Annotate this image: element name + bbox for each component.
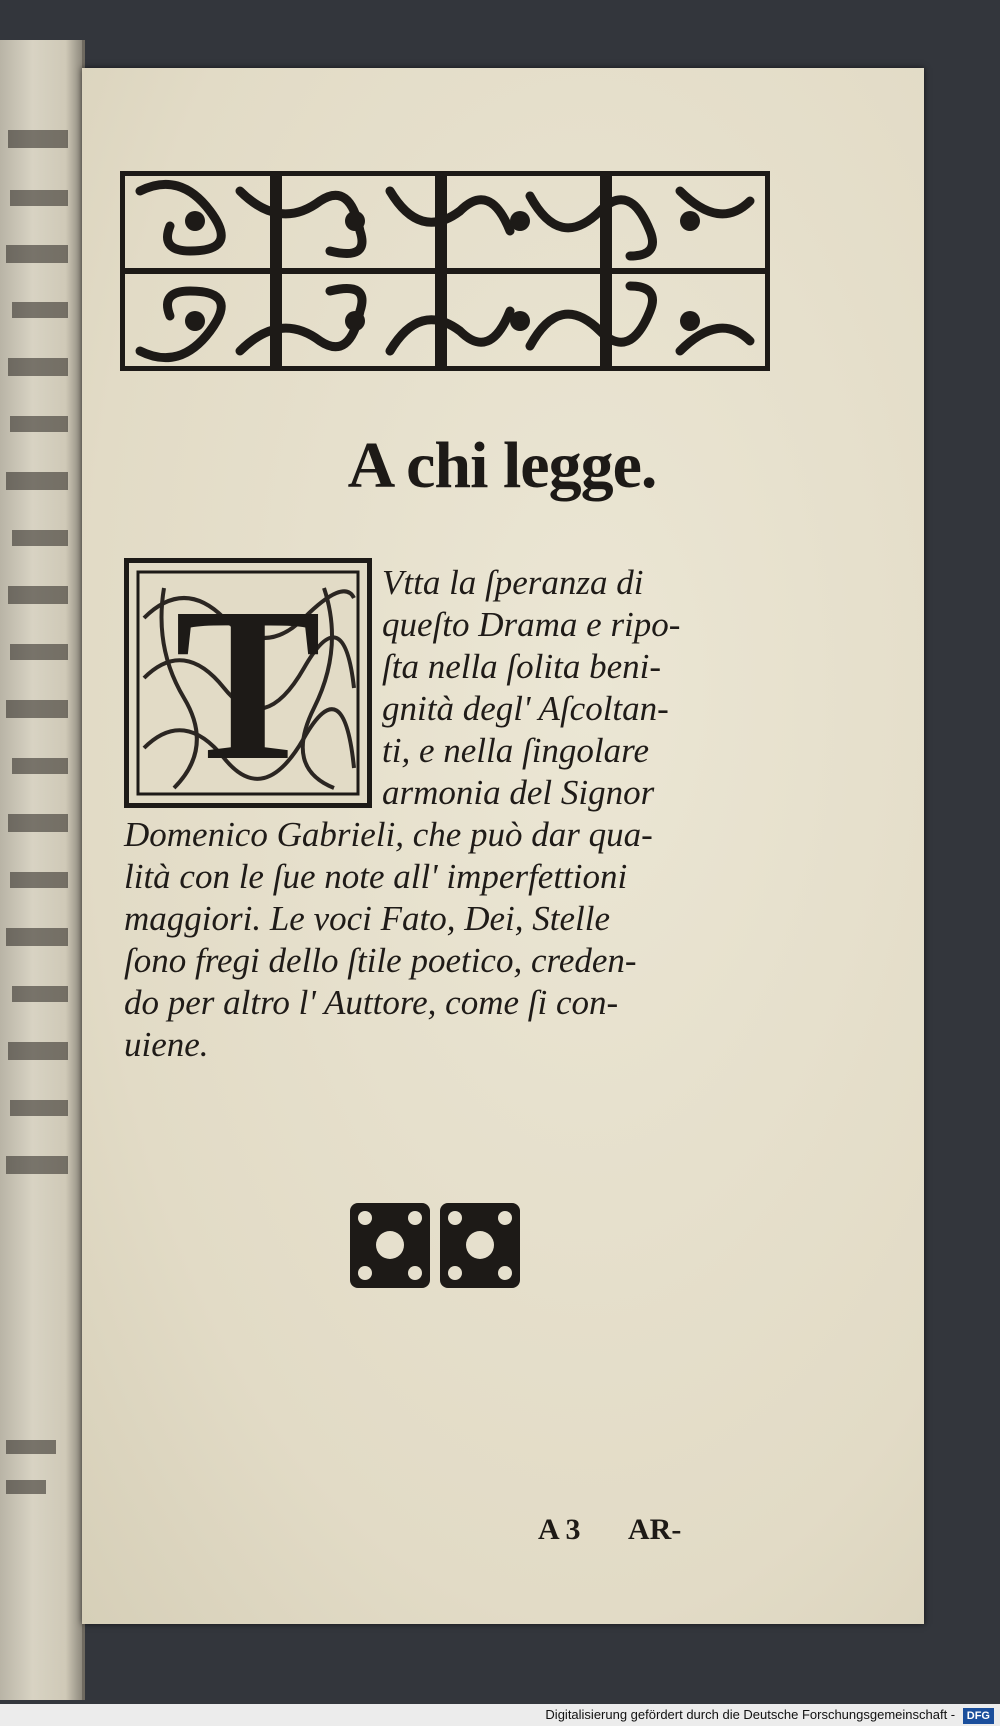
digitization-credit xyxy=(0,1704,1000,1726)
text-line: queſto Drama e ripo- xyxy=(382,605,681,644)
decorated-initial xyxy=(124,558,372,808)
text-line: ſono fregi dello ſtile poetico, creden- xyxy=(124,941,637,980)
text-line: Vtta la ſperanza di xyxy=(382,563,644,602)
adjacent-page-bleed-text xyxy=(0,40,82,1700)
text-line: lità con le ſue note all' imperfettioni xyxy=(124,857,628,896)
page-title: A chi legge. xyxy=(347,429,657,502)
adjacent-page-edge xyxy=(0,40,85,1700)
text-line: uiene. xyxy=(124,1025,209,1064)
text-line: Domenico Gabrieli, che può dar qua- xyxy=(124,815,653,854)
tailpiece-fleuron xyxy=(350,1203,520,1288)
signature-mark: A 3 xyxy=(538,1513,581,1546)
text-line: ti, e nella ſingolare xyxy=(382,731,649,770)
credit-text: Digitalisierung gefördert durch die Deutsche Forschungsgemeinschaft - xyxy=(545,1707,956,1722)
text-line: do per altro l' Auttore, come ſi con- xyxy=(124,983,619,1022)
dfg-logo: DFG xyxy=(963,1708,994,1724)
catchword: AR- xyxy=(628,1513,682,1546)
book-page xyxy=(82,68,924,1624)
headpiece-ornament xyxy=(120,171,770,371)
text-line: gnità degl' Aſcoltan- xyxy=(382,689,669,728)
page-footer xyxy=(538,1513,798,1547)
text-line: maggiori. Le voci Fato, Dei, Stelle xyxy=(124,899,611,938)
text-line: ſta nella ſolita beni- xyxy=(382,647,661,686)
text-line: armonia del Signor xyxy=(382,773,655,812)
drop-cap-letter: T xyxy=(174,562,322,806)
